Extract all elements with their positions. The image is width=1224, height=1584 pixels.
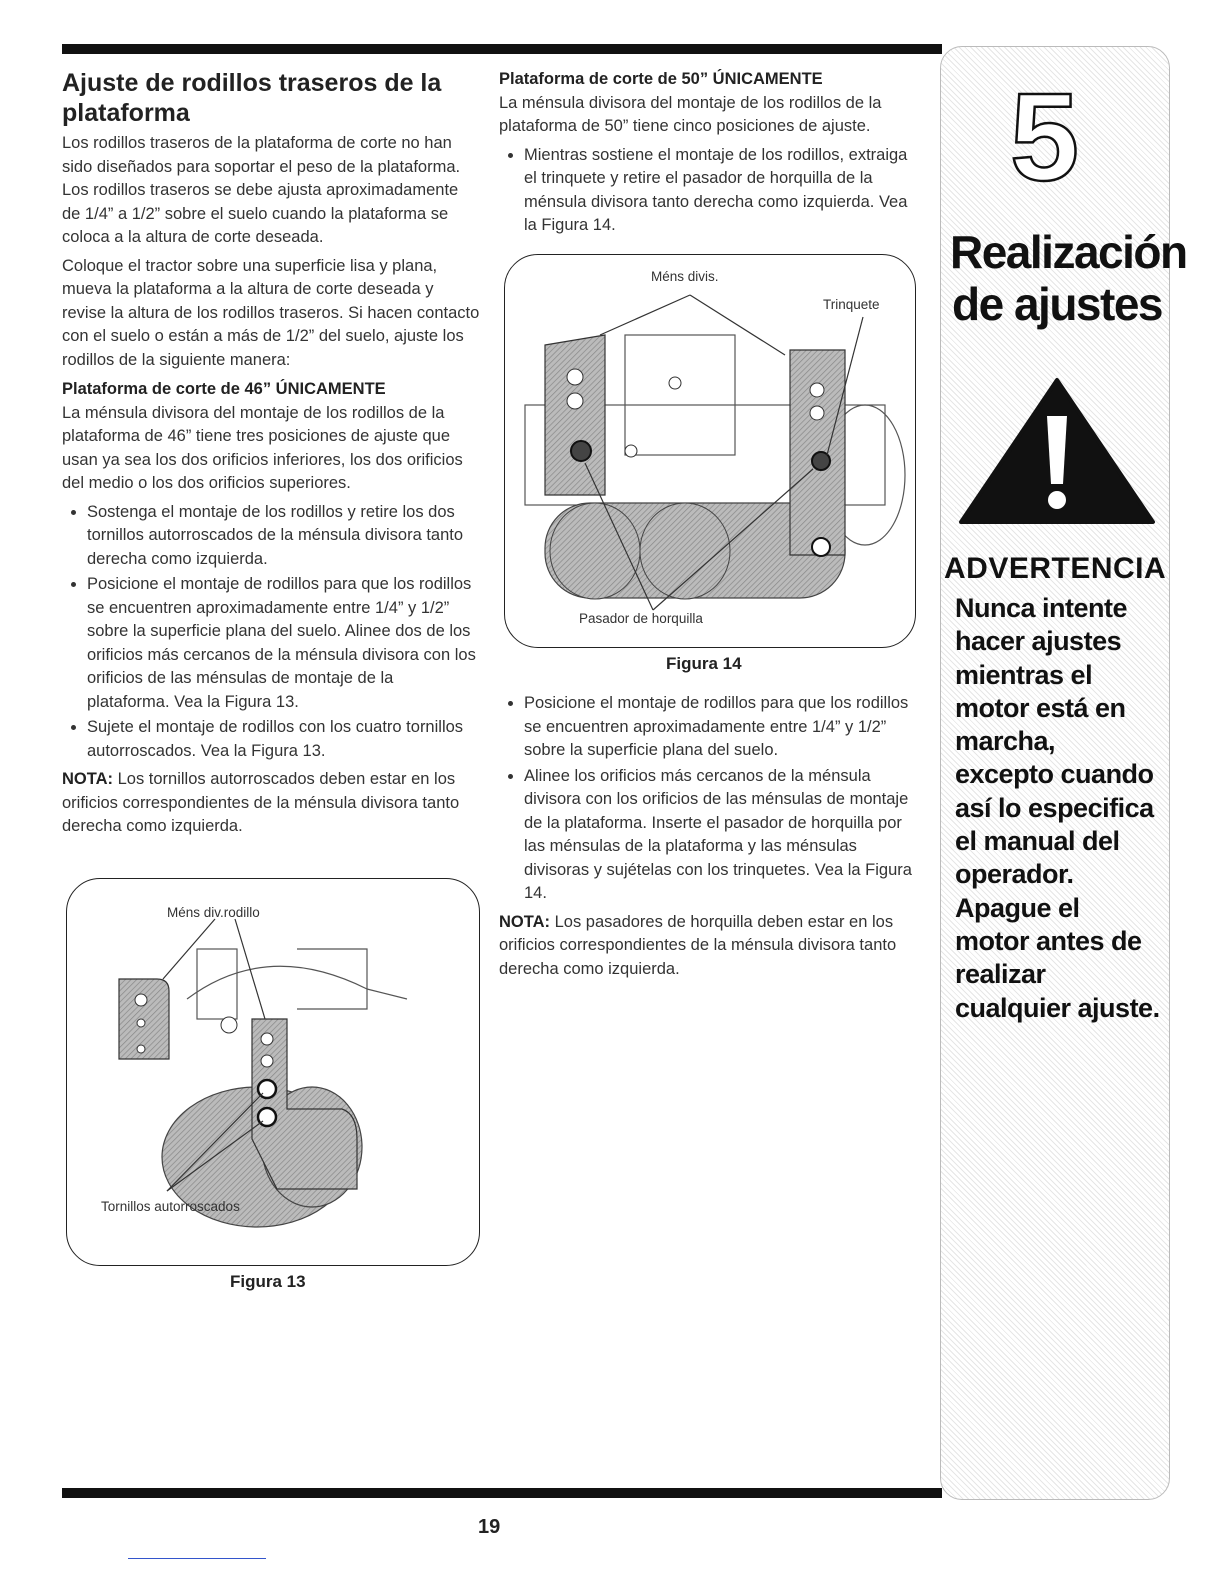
note-label: NOTA: <box>62 770 114 788</box>
figure-14 <box>504 254 916 648</box>
figure14-label-pawl: Trinquete <box>823 297 880 312</box>
figure13-caption: Figura 13 <box>230 1272 306 1291</box>
note-text: Los tornillos autorroscados deben estar en los orificios correspondientes de la ménsula divisora tanto derecha como izquierda. <box>62 770 460 835</box>
figure13-label-bracket: Méns div.rodillo <box>167 905 260 920</box>
chapter-title <box>950 226 1187 330</box>
deck46-text: La ménsula divisora del montaje de los rodillos de la plataforma de 46” tiene tres posiciones de ajuste que usan ya sea los dos orificios inferiores, los dos orificios del medio o los dos orificios superiores. <box>62 403 463 492</box>
list-item: • Alinee los orificios más cercanos de la ménsula divisora con los orificios de las ménsulas de montaje de la plataforma. Inserte el pasador de horquilla por las ménsulas de la plataforma y las ménsulas divisoras y sujételas con los trinquetes. Vea la Figura 14. <box>524 765 914 906</box>
figure14-label-clevis-pin: Pasador de horquilla <box>579 611 703 626</box>
note-text: Los pasadores de horquilla deben estar en los orificios correspondientes de la ménsula divisora tanto derecha como izquierda. <box>499 912 897 978</box>
figure14-caption: Figura 14 <box>666 654 742 673</box>
list-item: • Sostenga el montaje de los rodillos y retire los dos tornillos autorroscados de la ménsula divisora tanto derecha como izquierda. <box>87 501 480 572</box>
figure-13 <box>66 878 480 1266</box>
figure14-label-bracket: Méns divis. <box>651 269 719 284</box>
deck50-text: La ménsula divisora del montaje de los rodillos de la plataforma de 50” tiene cinco posiciones de ajuste. <box>499 93 882 135</box>
list-item: • Sujete el montaje de rodillos con los cuatro tornillos autorroscados. Vea la Figura 13. <box>87 716 480 763</box>
chapter-number: 5 <box>1010 69 1079 207</box>
chapter-title-line1: Realización <box>950 226 1187 278</box>
footer-link-line <box>128 1558 266 1559</box>
warning-text: Nunca intente hacer ajustes mientras el motor está en marcha, excepto cuando así lo especifica el manual del operador. Apague el motor antes de realizar cualquier ajuste. <box>955 593 1160 1023</box>
left-column <box>62 68 480 844</box>
right-column-lower <box>499 692 914 986</box>
list-item: • Mientras sostiene el montaje de los rodillos, extraiga el trinquete y retire el pasador de horquilla de la ménsula divisora tanto derecha como izquierda. Vea la Figura 14. <box>524 144 914 238</box>
deck50-steps-after <box>499 692 914 906</box>
list-item: • Posicione el montaje de rodillos para que los rodillos se encuentren aproximadamente entre 1/4” y 1/2” sobre la superficie plana del suelo. Alinee dos de los orificios más cercanos de la ménsula divisora con los orificios de las ménsulas de montaje de la plataforma. Vea la Figura 13. <box>87 573 480 714</box>
deck50-steps-before <box>499 144 914 238</box>
note-label: NOTA: <box>499 912 551 931</box>
warning-triangle-icon <box>957 376 1157 526</box>
deck46-steps <box>62 501 480 764</box>
right-column <box>499 68 914 243</box>
intro-paragraph-1: Los rodillos traseros de la plataforma de corte no han sido diseñados para soportar el peso de la plataforma. Los rodillos traseros se debe ajusta aproximadamente de 1/4” a 1/2” sobre el suelo cuando la plataforma se coloca a la altura de corte deseada. <box>62 134 461 246</box>
top-rule <box>62 44 942 54</box>
deck46-heading: Plataforma de corte de 46” ÚNICAMENTE <box>62 380 386 398</box>
list-item: • Posicione el montaje de rodillos para que los rodillos se encuentren aproximadamente entre 1/4” y 1/2” sobre la superficie plana del suelo. <box>524 692 914 763</box>
deck50-note <box>499 911 914 982</box>
chapter-title-line2: de ajustes <box>952 278 1162 330</box>
deck46-note <box>62 768 480 839</box>
clevis-pin-illustration <box>505 255 915 647</box>
intro-paragraph-2: Coloque el tractor sobre una superficie lisa y plana, mueva la plataforma a la altura de corte deseada y revise la altura de los rodillos traseros. Si hacen contacto con el suelo o están a más de 1/2” del suelo, ajuste los rodillos de la siguiente manera: <box>62 256 480 369</box>
page-number: 19 <box>478 1516 501 1538</box>
deck50-heading: Plataforma de corte de 50” ÚNICAMENTE <box>499 70 823 88</box>
figure13-label-screws: Tornillos autorroscados <box>101 1199 240 1214</box>
section-title: Ajuste de rodillos traseros de la plataforma <box>62 69 442 127</box>
warning-heading: ADVERTENCIA <box>944 552 1167 585</box>
bottom-rule <box>62 1488 942 1498</box>
